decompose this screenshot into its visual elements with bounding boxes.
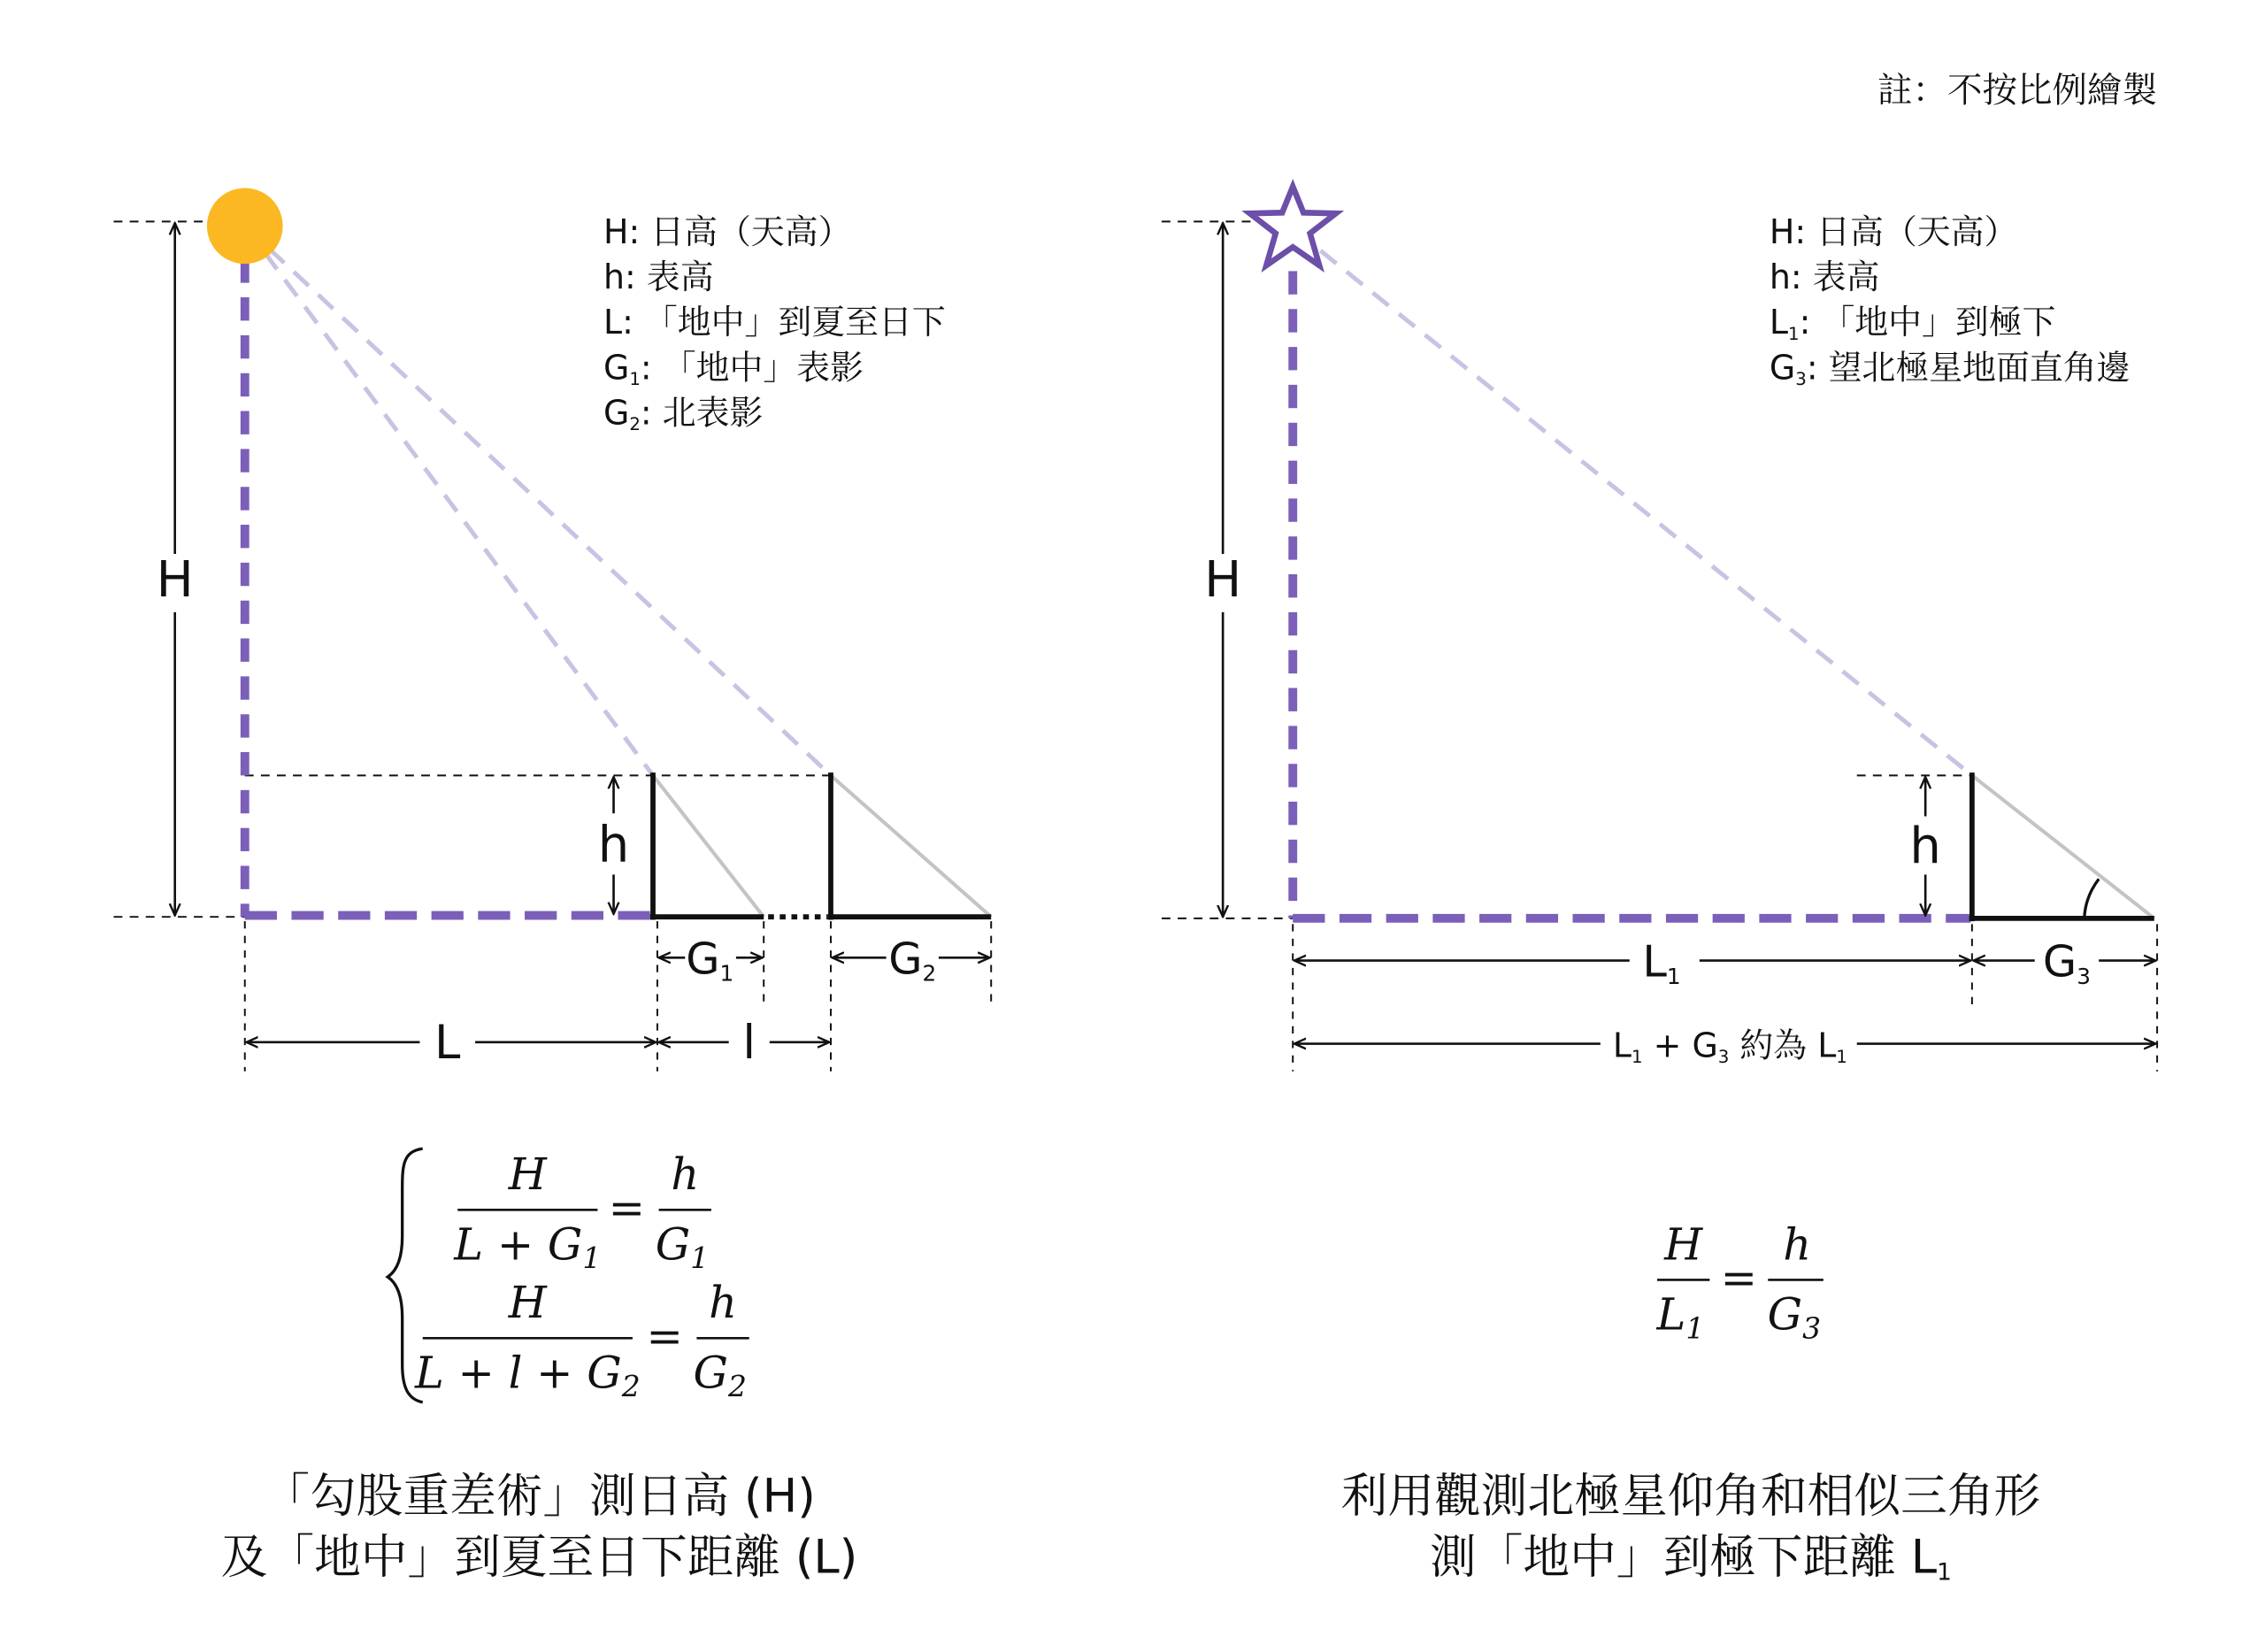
eq1-den2: $G_1$ [655,1218,710,1276]
req-num1: H [1664,1218,1703,1271]
H-label: H [156,550,194,609]
legend-item: G1: 「地中」表影 [603,348,864,389]
eq1-num1: H [508,1149,547,1201]
req-den2: $G_3$ [1767,1288,1822,1346]
shadow-ray-1 [653,775,764,917]
H-label: H [1204,550,1242,609]
legend-item: H: 日高（天高） [1769,212,2018,252]
right-diagram [1162,187,2157,1587]
legend-item: H: 日高（天高） [603,212,852,252]
eq1-den1: $L + G_1$ [454,1218,602,1276]
angle-arc [2085,879,2099,918]
shadow-ray-2 [831,775,991,917]
eq2-den1: $L + l + G_2$ [415,1347,641,1404]
eq2-den2: $G_2$ [693,1347,748,1404]
left-caption-line2: 及「地中」到夏至日下距離 (L) [220,1530,858,1585]
eq1-num2: h [671,1149,700,1201]
G3-label: G3 [2042,935,2091,989]
h-label: h [597,816,630,874]
l-label: l [742,1015,756,1070]
sum-label: L1 + G3 約為 L1 [1612,1026,1847,1067]
legend-item: L: 「地中」到夏至日下 [603,303,946,342]
req-den1: $L_1$ [1656,1288,1705,1346]
eq2-equals: = [646,1310,683,1363]
eq1-equals: = [608,1182,646,1234]
right-legend [1770,212,2131,389]
right-equation [1656,1218,1824,1345]
h-label: h [1909,818,1941,876]
eq2-num1: H [508,1277,547,1329]
sun-icon [207,188,283,265]
left-legend [603,212,946,434]
legend-item: h: 表高 [603,257,714,297]
eq2-num2: h [709,1277,738,1329]
shadow-ray-3 [1972,775,2154,918]
scale-note: 註：不按比例繪製 [1877,70,2158,111]
left-equations [388,1149,749,1403]
legend-item: h: 表高 [1769,257,1880,297]
legend-item: G3: 望北極星地面直角邊 [1769,348,2131,389]
sun-ray-to-gnomon1 [245,226,653,775]
L1-label: L1 [1642,935,1681,989]
L-label: L [434,1015,461,1070]
req-num2: h [1783,1218,1812,1271]
legend-item: G2: 北表影 [603,393,764,434]
right-caption-line2: 測「地中」到極下距離 L1 [1429,1530,1952,1587]
right-caption-line1: 利用觀測北極星仰角和相似三角形 [1340,1469,2041,1524]
left-caption-line1: 「勾股重差術」測日高 (H) [263,1469,816,1524]
G2-label: G2 [888,933,937,987]
G1-label: G1 [686,933,734,987]
legend-item: L1: 「地中」到極下 [1769,303,2056,344]
req-equals: = [1720,1252,1758,1304]
left-diagram [113,188,991,1585]
